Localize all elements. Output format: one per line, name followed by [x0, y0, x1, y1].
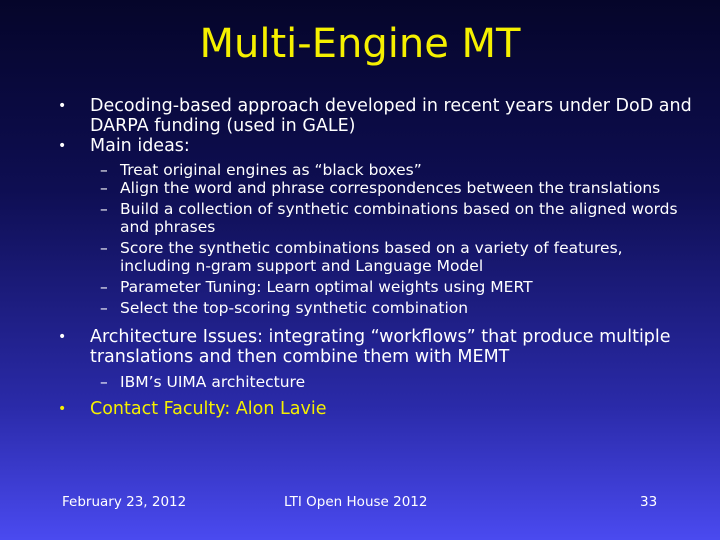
bullet-dot-icon: • [58, 329, 67, 345]
footer-event: LTI Open House 2012 [284, 494, 428, 510]
slide-body [58, 96, 698, 419]
dash-icon: – [100, 161, 108, 179]
sub-bullet [58, 200, 698, 236]
bullet-decoding [58, 96, 698, 136]
sub-bullet [58, 239, 698, 275]
bullet-text: Contact Faculty: Alon Lavie [90, 399, 327, 419]
bullet-contact [58, 399, 698, 419]
sub-bullet [58, 161, 698, 179]
footer-page-number: 33 [640, 494, 658, 510]
dash-icon: – [100, 239, 108, 257]
dash-icon: – [100, 179, 108, 197]
sub-bullet-text: Treat original engines as “black boxes” [120, 161, 422, 179]
bullet-architecture [58, 327, 698, 367]
sub-bullet [58, 299, 698, 317]
bullet-dot-icon: • [58, 98, 67, 114]
bullet-dot-icon: • [58, 401, 67, 417]
sub-bullet-text: Build a collection of synthetic combinations based on the aligned words and phrases [120, 200, 678, 236]
dash-icon: – [100, 200, 108, 218]
sub-bullet [58, 373, 698, 391]
sub-bullet-list [58, 161, 698, 317]
bullet-text: Architecture Issues: integrating “workflows” that produce multiple translations and then combine them with MEMT [90, 327, 671, 367]
sub-bullet [58, 278, 698, 296]
sub-bullet-text: Score the synthetic combinations based on a variety of features, including n-gram support and Language Model [120, 239, 623, 275]
slide-title: Multi-Engine MT [199, 21, 521, 67]
bullet-text: Decoding-based approach developed in recent years under DoD and DARPA funding (used in GALE) [90, 96, 692, 136]
dash-icon: – [100, 278, 108, 296]
bullet-main-ideas [58, 136, 698, 156]
sub-bullet-text: Align the word and phrase correspondences between the translations [120, 179, 661, 197]
sub-bullet-text: Parameter Tuning: Learn optimal weights using MERT [120, 278, 533, 296]
sub-bullet-text: IBM’s UIMA architecture [120, 373, 306, 391]
sub-bullet [58, 179, 698, 197]
bullet-dot-icon: • [58, 138, 67, 154]
bullet-text: Main ideas: [90, 136, 190, 156]
sub-bullet-text: Select the top-scoring synthetic combination [120, 299, 469, 317]
dash-icon: – [100, 299, 108, 317]
dash-icon: – [100, 373, 108, 391]
footer-date: February 23, 2012 [62, 494, 187, 510]
